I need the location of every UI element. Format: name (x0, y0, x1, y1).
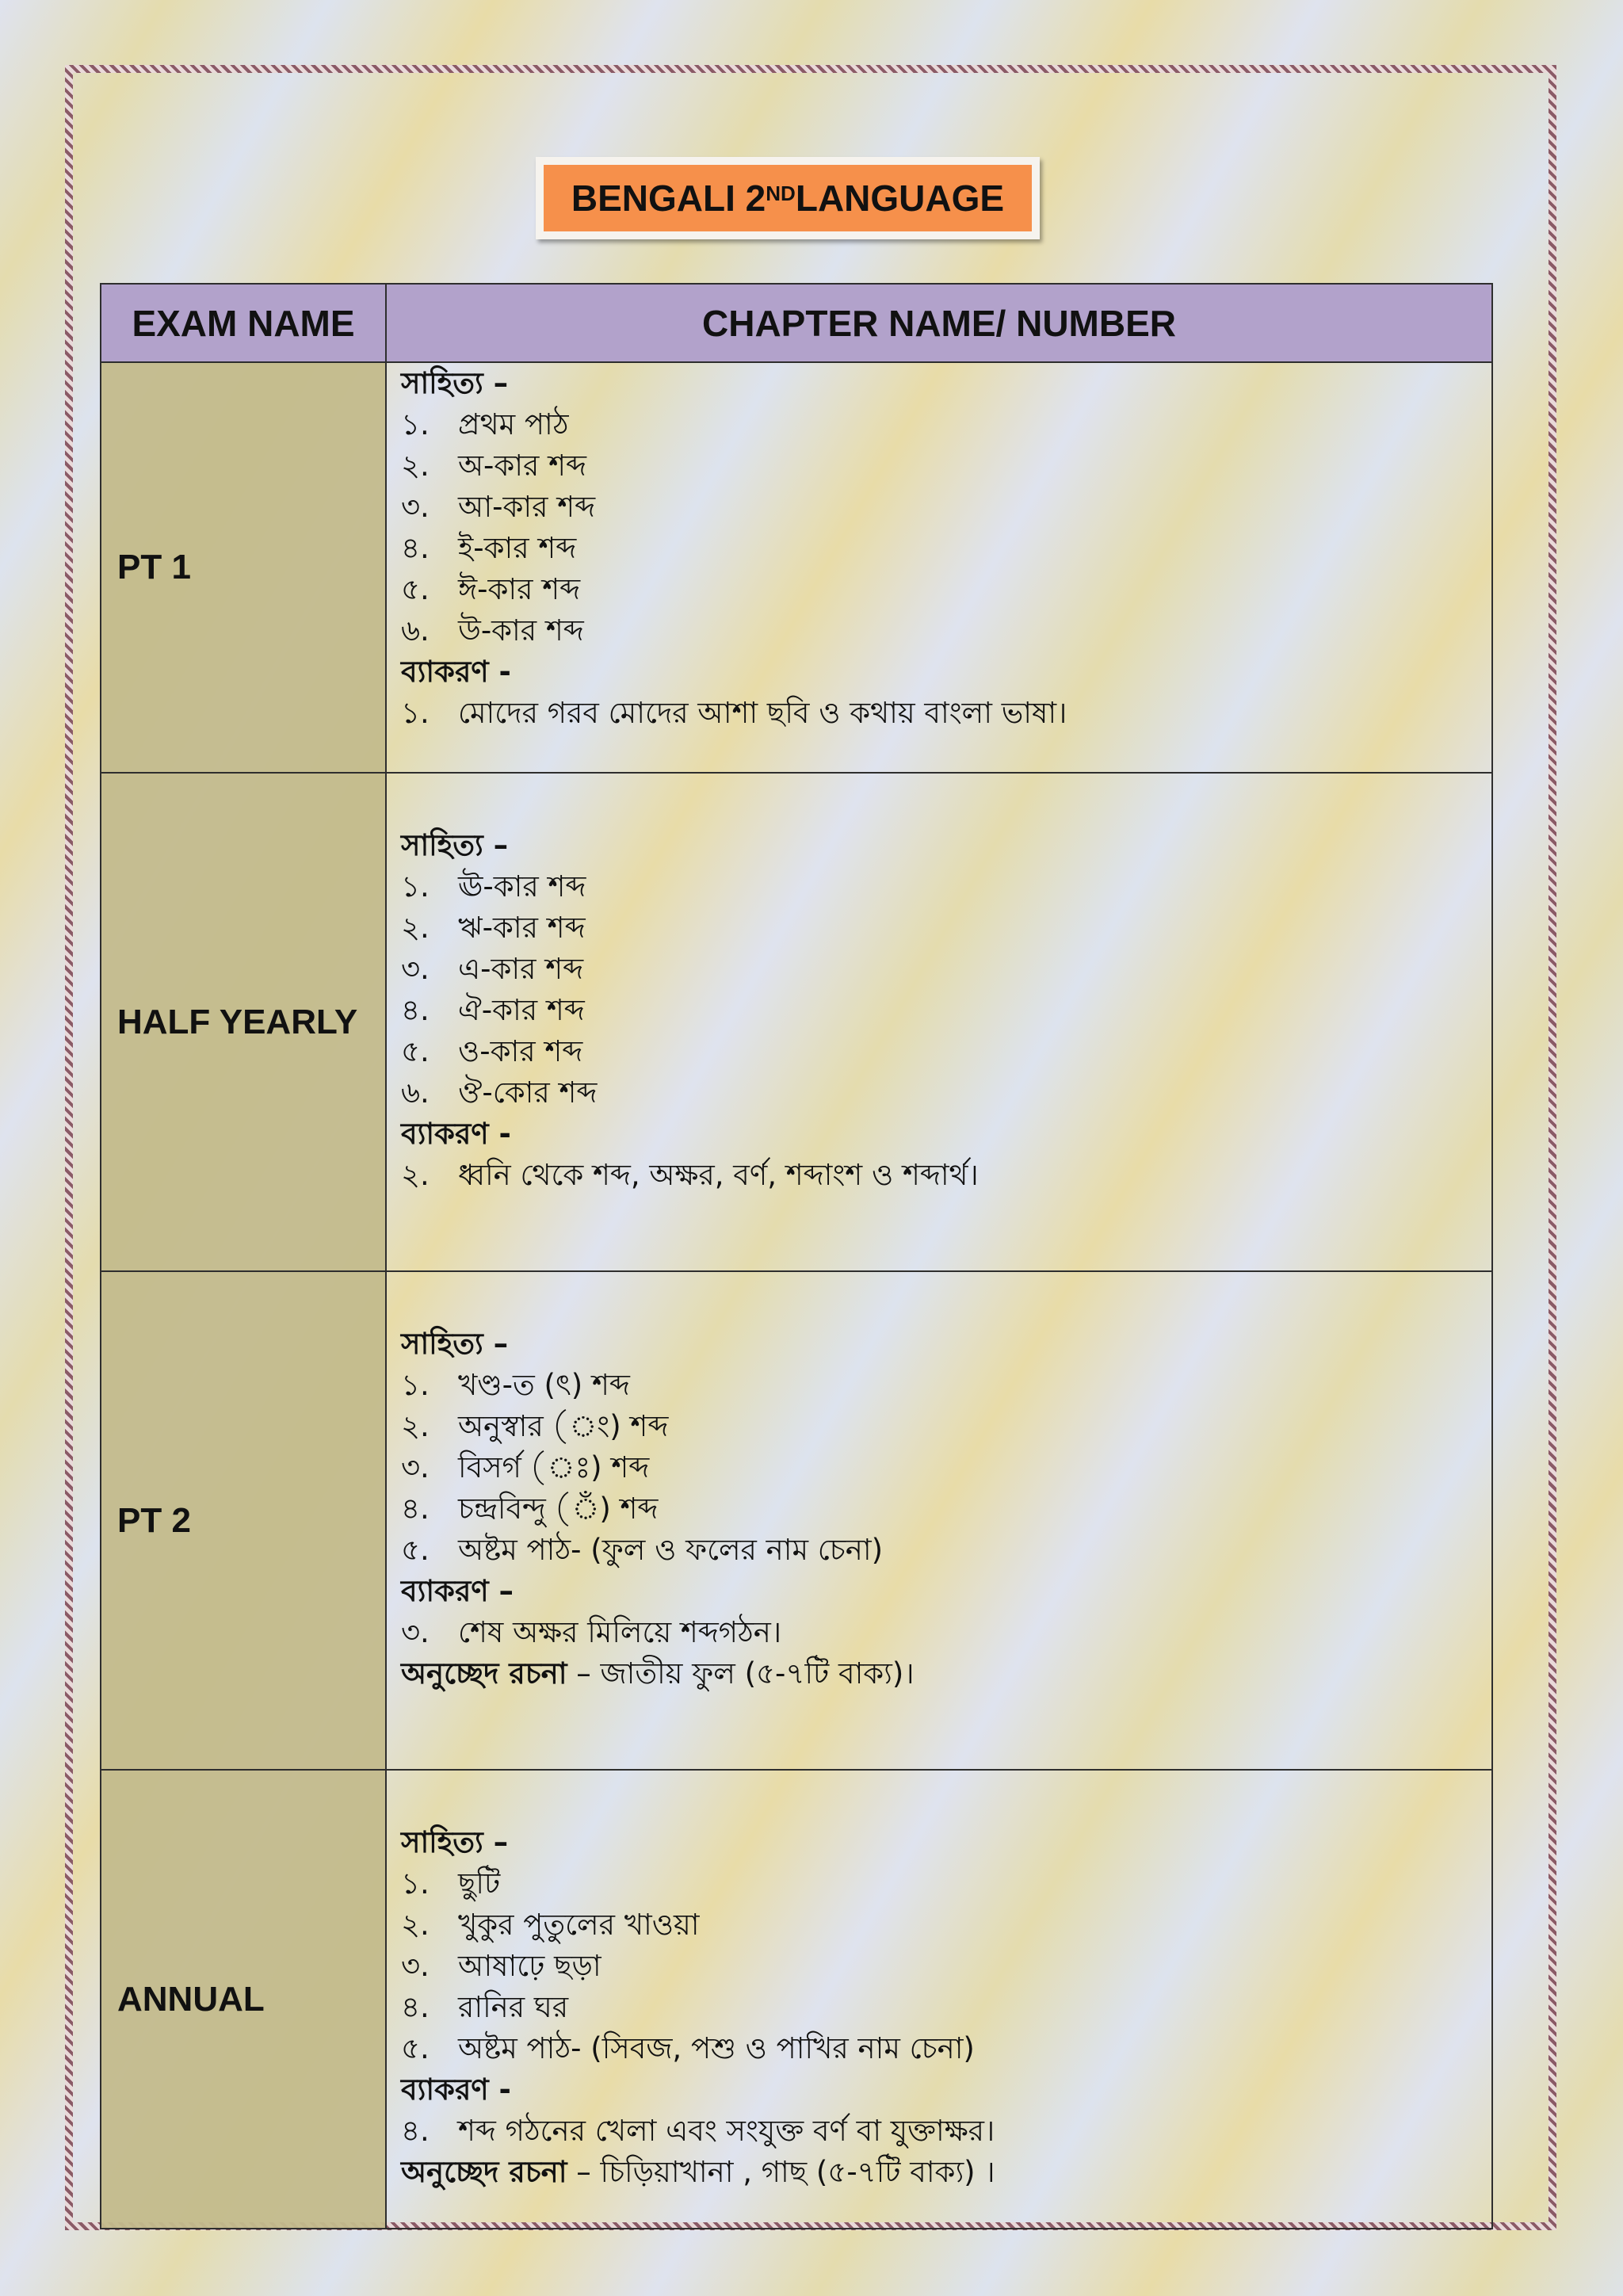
item-number: ২. (401, 1908, 430, 1942)
item-text: অষ্টম পাঠ- (সিবজ, পশু ও পাখির নাম চেনা) (458, 2031, 975, 2065)
section-heading: ব্যাকরণ – (401, 1574, 514, 1608)
chapter-list-cell (386, 1770, 1492, 2229)
item-text: মোদের গরব মোদের আশা ছবি ও কথায় বাংলা ভাষা। (458, 696, 1067, 730)
item-number: ৪. (401, 1990, 430, 2024)
list-item (401, 1447, 1477, 1488)
item-text: ও-কার শব্দ (458, 1034, 583, 1068)
chapter-list-cell (386, 362, 1492, 773)
item-number: ৩. (401, 490, 430, 524)
title-box (536, 157, 1040, 239)
header-exam-name: EXAM NAME (101, 284, 386, 362)
list-item (401, 2028, 1477, 2069)
table-row (101, 1271, 1492, 1770)
item-text: এ-কার শব্দ (458, 952, 584, 986)
list-item (401, 866, 1477, 907)
list-item (401, 404, 1477, 445)
item-text: রানির ঘর (458, 1990, 569, 2024)
item-number: ৫. (401, 1034, 430, 1068)
item-text: ধ্বনি থেকে শব্দ, অক্ষর, বর্ণ, শব্দাংশ ও শব্দার্থ। (458, 1158, 979, 1192)
item-number: ২. (401, 1409, 430, 1443)
item-number: ২. (401, 1158, 430, 1192)
item-number: ১. (401, 1368, 430, 1402)
item-number: ৩. (401, 952, 430, 986)
list-item (401, 1530, 1477, 1571)
list-item (401, 445, 1477, 487)
list-item (401, 949, 1477, 990)
list-item (401, 1406, 1477, 1447)
list-item (401, 1031, 1477, 1072)
header-chapter-name: CHAPTER NAME/ NUMBER (386, 284, 1492, 362)
item-text: আষাঢ়ে ছড়া (458, 1949, 601, 1983)
list-item (401, 1863, 1477, 1904)
item-number: ৬. (401, 613, 430, 648)
paragraph-text: – জাতীয় ফুল (৫-৭টি বাক্য)। (567, 1656, 915, 1690)
list-item (401, 693, 1477, 734)
title-tail: LANGUAGE (795, 178, 1005, 219)
paragraph-label: অনুচ্ছেদ রচনা (401, 1656, 567, 1690)
item-text: ঈ-কার শব্দ (458, 572, 581, 606)
list-item (401, 1987, 1477, 2028)
item-number: ২. (401, 449, 430, 483)
chapter-list-cell (386, 1271, 1492, 1770)
item-number: ২. (401, 911, 430, 945)
table-header-row (101, 284, 1492, 362)
item-text: অষ্টম পাঠ- (ফুল ও ফলের নাম চেনা) (458, 1533, 884, 1567)
item-number: ৫. (401, 2031, 430, 2065)
exam-name-cell: HALF YEARLY (101, 773, 386, 1271)
item-number: ১. (401, 407, 430, 441)
chapter-list-cell (386, 773, 1492, 1271)
paragraph-text: – চিড়িয়াখানা , গাছ (৫-৭টি বাক্য) । (567, 2155, 995, 2189)
item-number: ৪. (401, 531, 430, 565)
item-number: ৪. (401, 993, 430, 1027)
section-heading: সাহিত্য – (401, 828, 509, 862)
list-item (401, 610, 1477, 651)
list-item (401, 528, 1477, 569)
list-item (401, 1946, 1477, 1987)
table-row (101, 773, 1492, 1271)
section-heading: সাহিত্য – (401, 366, 509, 400)
item-text: শব্দ গঠনের খেলা এবং সংযুক্ত বর্ণ বা যুক্তাক্ষর। (458, 2114, 995, 2148)
list-item (401, 907, 1477, 949)
item-number: ৫. (401, 572, 430, 606)
item-text: শেষ অক্ষর মিলিয়ে শব্দগঠন। (458, 1615, 782, 1649)
section-heading: ব্যাকরণ - (401, 1117, 511, 1151)
table-row (101, 362, 1492, 773)
list-item (401, 990, 1477, 1031)
item-text: প্রথম পাঠ (458, 407, 569, 441)
item-text: ই-কার শব্দ (458, 531, 577, 565)
item-text: ছুটি (458, 1866, 501, 1901)
item-text: ঋ-কার শব্দ (458, 911, 586, 945)
item-text: ঔ-কোর শব্দ (458, 1075, 598, 1110)
item-number: ৩. (401, 1949, 430, 1983)
item-number: ৩. (401, 1615, 430, 1649)
item-number: ১. (401, 696, 430, 730)
list-item (401, 1072, 1477, 1114)
paragraph-topic (401, 1653, 1477, 1694)
item-text: অ-কার শব্দ (458, 449, 586, 483)
item-text: খণ্ড-ত (ৎ) শব্দ (458, 1368, 630, 1402)
table-row (101, 1770, 1492, 2229)
item-text: ঐ-কার শব্দ (458, 993, 585, 1027)
item-number: ১. (401, 869, 430, 904)
title-main: BENGALI 2 (571, 178, 766, 219)
page-title (544, 165, 1032, 231)
item-text: বিসর্গ (ঃ) শব্দ (458, 1450, 650, 1484)
exam-name-cell: PT 1 (101, 362, 386, 773)
list-item (401, 1488, 1477, 1530)
list-item (401, 487, 1477, 528)
item-number: ৩. (401, 1450, 430, 1484)
list-item (401, 1904, 1477, 1946)
item-text: আ-কার শব্দ (458, 490, 596, 524)
list-item (401, 1365, 1477, 1406)
item-text: উ-কার শব্দ (458, 613, 584, 648)
section-heading: সাহিত্য – (401, 1825, 509, 1859)
item-number: ১. (401, 1866, 430, 1901)
exam-name-cell: ANNUAL (101, 1770, 386, 2229)
list-item (401, 1612, 1477, 1653)
paragraph-topic (401, 2152, 1477, 2193)
item-text: অনুস্বার (ং) শব্দ (458, 1409, 669, 1443)
item-text: ঊ-কার শব্দ (458, 869, 586, 904)
list-item (401, 569, 1477, 610)
title-superscript: ND (766, 181, 796, 205)
section-heading: ব্যাকরণ - (401, 655, 511, 689)
item-number: ৪. (401, 1492, 430, 1526)
item-number: ৬. (401, 1075, 430, 1110)
item-text: খুকুর পুতুলের খাওয়া (458, 1908, 700, 1942)
paragraph-label: অনুচ্ছেদ রচনা (401, 2155, 567, 2189)
exam-name-cell: PT 2 (101, 1271, 386, 1770)
section-heading: সাহিত্য – (401, 1327, 509, 1361)
list-item (401, 1155, 1477, 1196)
item-number: ৪. (401, 2114, 430, 2148)
item-number: ৫. (401, 1533, 430, 1567)
syllabus-table (100, 283, 1493, 2229)
section-heading: ব্যাকরণ - (401, 2073, 511, 2107)
list-item (401, 2111, 1477, 2152)
item-text: চন্দ্রবিন্দু (ঁ) শব্দ (458, 1492, 659, 1526)
